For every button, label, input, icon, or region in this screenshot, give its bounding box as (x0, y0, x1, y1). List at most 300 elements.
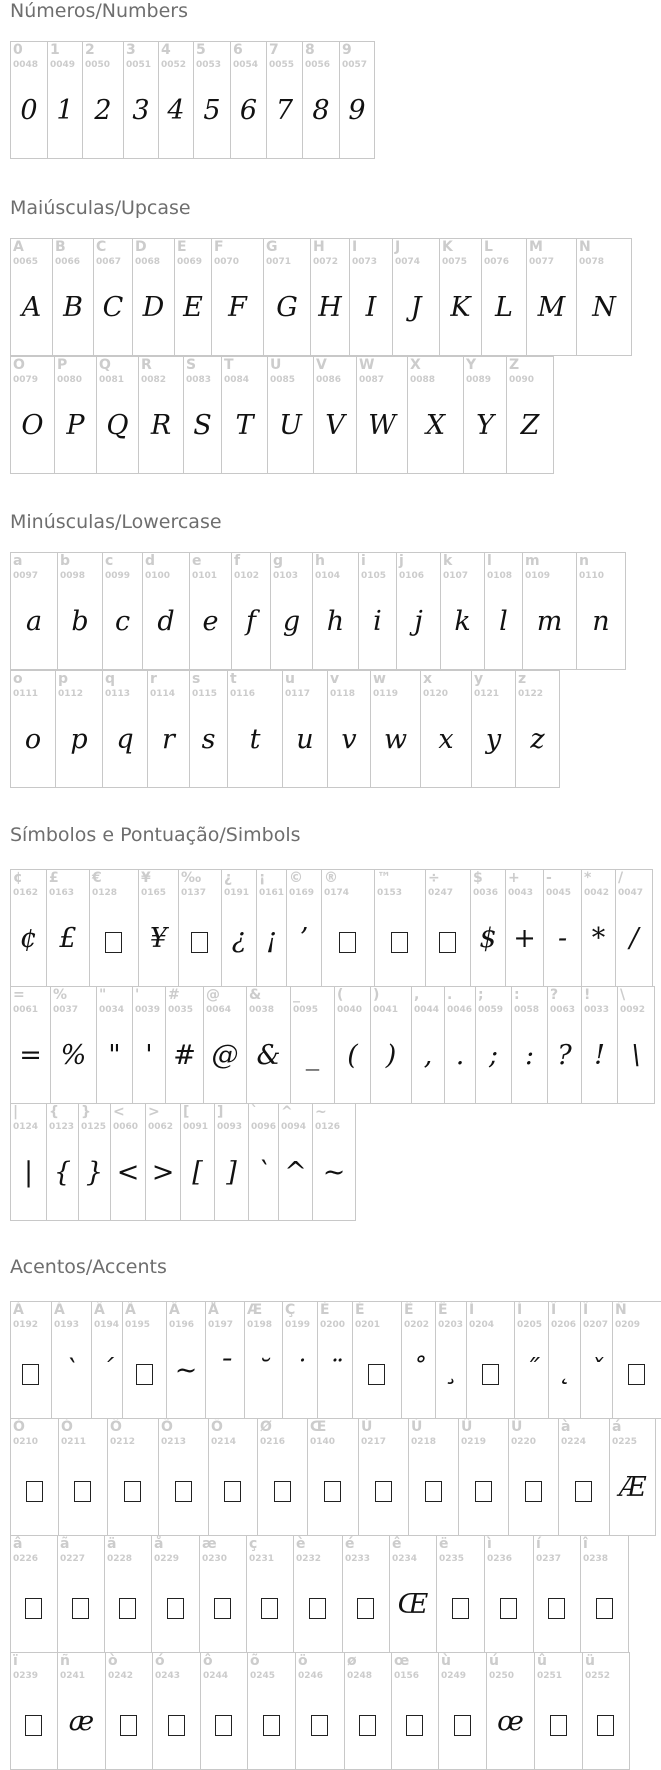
character-label: { (49, 1104, 59, 1120)
glyph-cell (10, 869, 47, 987)
glyph-preview: Œ (397, 1589, 429, 1620)
glyph-preview: T (235, 410, 254, 441)
glyph-cell (612, 1301, 661, 1419)
character-code: 0233 (345, 1554, 371, 1564)
glyph-preview: ¡ (266, 923, 277, 954)
character-code: 0036 (473, 888, 499, 898)
glyph-preview: R (150, 410, 172, 441)
character-label: Ô (110, 1419, 122, 1435)
character-label: F (214, 239, 224, 255)
character-label: h (315, 553, 325, 569)
glyph-preview: œ (497, 1706, 524, 1737)
glyph-preview: L (495, 292, 513, 323)
character-code: 0156 (394, 1671, 420, 1681)
glyph-preview: G (276, 292, 298, 323)
character-label: b (60, 553, 71, 569)
glyph-cell (514, 1301, 549, 1419)
character-label: Ë (438, 1302, 448, 1318)
glyph-cell (145, 1103, 181, 1221)
character-label: £ (49, 870, 59, 886)
glyph-preview: X (425, 410, 446, 441)
character-label: ¥ (141, 870, 151, 886)
character-code: 0123 (49, 1122, 75, 1132)
character-code: 0234 (392, 1554, 418, 1564)
character-label: ü (585, 1653, 595, 1669)
character-label: L (484, 239, 493, 255)
character-code: 0094 (281, 1122, 307, 1132)
glyph-preview: 4 (167, 95, 185, 126)
character-code: 0044 (414, 1005, 440, 1015)
character-label: ñ (60, 1653, 70, 1669)
glyph-preview: ` (64, 1355, 79, 1386)
missing-glyph-box (119, 1598, 136, 1619)
character-label: ; (478, 987, 484, 1003)
missing-glyph-box (261, 1598, 278, 1619)
character-code: 0081 (99, 375, 125, 385)
glyph-preview: ¿ (231, 923, 247, 954)
glyph-preview: ˙ (293, 1355, 307, 1386)
character-label: ã (60, 1536, 70, 1552)
character-label: t (230, 671, 237, 687)
missing-glyph-box (525, 1481, 542, 1502)
glyph-preview: / (629, 923, 639, 954)
glyph-cell (55, 670, 103, 788)
glyph-preview: U (279, 410, 302, 441)
glyph-cell (105, 1652, 153, 1770)
character-label: à (561, 1419, 571, 1435)
glyph-cell (231, 552, 271, 670)
character-code: 0200 (320, 1320, 346, 1330)
glyph-cell (295, 1652, 345, 1770)
character-label: B (55, 239, 66, 255)
character-code: 0128 (92, 888, 118, 898)
missing-glyph-box (105, 932, 122, 953)
character-label: o (13, 671, 23, 687)
glyph-cell (580, 1301, 613, 1419)
character-label: Á (54, 1302, 65, 1318)
glyph-cell (307, 1418, 359, 1536)
missing-glyph-box (324, 1481, 341, 1502)
glyph-cell (214, 1103, 249, 1221)
missing-glyph-box (22, 1364, 39, 1385)
glyph-cell (282, 670, 328, 788)
character-code: 0214 (211, 1437, 237, 1447)
glyph-preview: & (256, 1040, 281, 1071)
character-code: 0106 (399, 571, 425, 581)
glyph-cell (471, 670, 516, 788)
glyph-cell (199, 1535, 247, 1653)
character-code: 0225 (612, 1437, 638, 1447)
glyph-preview: a (25, 606, 43, 637)
glyph-preview: > (151, 1157, 175, 1188)
glyph-cell (312, 552, 359, 670)
character-code: 0080 (57, 375, 83, 385)
character-label: H (313, 239, 325, 255)
character-code: 0063 (550, 1005, 576, 1015)
character-label: | (13, 1104, 19, 1120)
glyph-cell (411, 986, 445, 1104)
glyph-cell (104, 1535, 152, 1653)
missing-glyph-box (596, 1598, 613, 1619)
glyph-preview: i (373, 606, 382, 637)
glyph-cell (51, 1301, 92, 1419)
character-label: C (96, 239, 107, 255)
glyph-cell (439, 238, 482, 356)
character-label: Â (94, 1302, 105, 1318)
character-label: Y (466, 357, 477, 373)
character-label: k (443, 553, 453, 569)
glyph-preview: m (536, 606, 563, 637)
character-code: 0035 (168, 1005, 194, 1015)
character-label: Ì (469, 1302, 475, 1318)
missing-glyph-box (168, 1715, 185, 1736)
glyph-cell (10, 670, 56, 788)
character-code: 0219 (461, 1437, 487, 1447)
glyph-cell (132, 238, 175, 356)
character-label: p (58, 671, 69, 687)
glyph-preview: E (183, 292, 203, 323)
character-label: # (168, 987, 180, 1003)
missing-glyph-box (425, 1481, 442, 1502)
glyph-cell (244, 1301, 283, 1419)
missing-glyph-box (175, 1481, 192, 1502)
glyph-preview: g (282, 606, 301, 637)
glyph-cell (344, 1652, 392, 1770)
glyph-cell (396, 552, 441, 670)
glyph-preview: 9 (348, 95, 366, 126)
missing-glyph-box (454, 1715, 471, 1736)
character-label: ç (249, 1536, 258, 1552)
glyph-preview: ] (226, 1157, 237, 1188)
character-code: 0113 (105, 689, 131, 699)
glyph-cell (339, 41, 375, 159)
glyph-preview: 5 (203, 95, 221, 126)
character-label: } (81, 1104, 91, 1120)
character-code: 0217 (361, 1437, 387, 1447)
character-label: = (13, 987, 25, 1003)
glyph-preview: ¨ (328, 1355, 342, 1386)
glyph-cell (263, 238, 311, 356)
character-label: ( (337, 987, 344, 1003)
character-code: 0244 (203, 1671, 229, 1681)
character-label: ä (107, 1536, 117, 1552)
glyph-cell (533, 1535, 581, 1653)
glyph-cell (349, 238, 393, 356)
glyph-preview: H (318, 292, 342, 323)
character-code: 0202 (404, 1320, 430, 1330)
glyph-preview: 2 (94, 95, 112, 126)
glyph-cell (506, 356, 554, 474)
glyph-cell (580, 1535, 629, 1653)
character-code: 0068 (135, 257, 161, 267)
character-label: æ (202, 1536, 217, 1552)
glyph-preview: * (591, 923, 606, 954)
character-label: Æ (247, 1302, 263, 1318)
character-label: * (584, 870, 592, 886)
character-label: ï (13, 1653, 18, 1669)
character-code: 0210 (13, 1437, 39, 1447)
glyph-cell (138, 356, 184, 474)
glyph-cell (358, 552, 397, 670)
character-label: 4 (161, 42, 171, 58)
glyph-cell (515, 670, 560, 788)
character-label: U (270, 357, 282, 373)
character-code: 0078 (579, 257, 605, 267)
missing-glyph-box (124, 1481, 141, 1502)
character-label: ê (392, 1536, 402, 1552)
character-label: x (423, 671, 433, 687)
character-label: ? (550, 987, 559, 1003)
glyph-preview: [ (192, 1157, 203, 1188)
missing-glyph-box (391, 932, 408, 953)
glyph-cell (475, 986, 512, 1104)
character-label: u (285, 671, 295, 687)
character-code: 0074 (395, 257, 421, 267)
character-code: 0064 (206, 1005, 232, 1015)
glyph-cell (389, 1535, 437, 1653)
glyph-cell (208, 1418, 258, 1536)
character-label: ö (298, 1653, 308, 1669)
missing-glyph-box (263, 1715, 280, 1736)
character-code: 0069 (177, 257, 203, 267)
character-label: g (273, 553, 284, 569)
glyph-cell (374, 869, 426, 987)
character-label: ô (203, 1653, 213, 1669)
missing-glyph-box (359, 1715, 376, 1736)
glyph-cell (221, 869, 257, 987)
character-code: 0042 (584, 888, 610, 898)
character-code: 0079 (13, 375, 39, 385)
character-code: 0100 (145, 571, 171, 581)
missing-glyph-box (136, 1364, 153, 1385)
glyph-cell (543, 869, 582, 987)
glyph-preview: ¯ (218, 1355, 232, 1386)
glyph-cell (10, 41, 48, 159)
character-label: n (579, 553, 589, 569)
glyph-cell (147, 670, 190, 788)
character-code: 0224 (561, 1437, 587, 1447)
glyph-preview: ) (385, 1040, 397, 1071)
character-code: 0077 (529, 257, 555, 267)
glyph-preview: ' (145, 1040, 153, 1071)
character-code: 0089 (466, 375, 492, 385)
glyph-cell (102, 552, 143, 670)
missing-glyph-box (500, 1598, 517, 1619)
character-label: û (537, 1653, 547, 1669)
character-code: 0086 (316, 375, 342, 385)
character-code: 0153 (377, 888, 403, 898)
glyph-preview: k (454, 606, 471, 637)
section-title-simbolos-e-pontuacao-simbols: Símbolos e Pontuação/Simbols (10, 824, 301, 846)
section-title-numeros-numbers: Números/Numbers (10, 0, 188, 22)
character-label: ì (487, 1536, 492, 1552)
character-label: Û (461, 1419, 473, 1435)
character-code: 0211 (61, 1437, 87, 1447)
glyph-preview: ~ (174, 1355, 198, 1386)
missing-glyph-box (311, 1715, 328, 1736)
character-code: 0199 (285, 1320, 311, 1330)
glyph-cell (312, 1103, 356, 1221)
character-label: ~ (315, 1104, 327, 1120)
character-code: 0121 (474, 689, 500, 699)
character-code: 0209 (615, 1320, 641, 1330)
character-label: y (474, 671, 484, 687)
character-code: 0085 (270, 375, 296, 385)
character-code: 0111 (13, 689, 39, 699)
character-label: J (395, 239, 401, 255)
missing-glyph-box (439, 932, 456, 953)
character-label: K (442, 239, 453, 255)
character-code: 0242 (108, 1671, 134, 1681)
glyph-cell (615, 869, 653, 987)
character-label: w (373, 671, 386, 687)
character-label: 8 (305, 42, 315, 58)
glyph-preview: O (21, 410, 44, 441)
glyph-preview: I (365, 292, 377, 323)
glyph-cell (317, 1301, 353, 1419)
glyph-cell (407, 356, 464, 474)
glyph-preview: 1 (56, 95, 74, 126)
character-label: i (361, 553, 366, 569)
character-code: 0116 (230, 689, 256, 699)
glyph-cell (227, 670, 283, 788)
glyph-cell (54, 356, 97, 474)
character-label: ù (441, 1653, 451, 1669)
character-label: ® (324, 870, 338, 886)
character-label: s (192, 671, 201, 687)
character-code: 0034 (99, 1005, 125, 1015)
glyph-preview: f (246, 606, 256, 637)
section-title-acentos-accents: Acentos/Accents (10, 1256, 167, 1278)
character-code: 0196 (169, 1320, 195, 1330)
character-label: l (487, 553, 492, 569)
glyph-cell (50, 986, 97, 1104)
character-code: 0252 (585, 1671, 611, 1681)
character-code: 0192 (13, 1320, 39, 1330)
glyph-cell (581, 986, 618, 1104)
character-code: 0122 (518, 689, 544, 699)
character-code: 0047 (618, 888, 644, 898)
character-label: e (192, 553, 202, 569)
missing-glyph-box (309, 1598, 326, 1619)
glyph-cell (463, 356, 507, 474)
character-label: _ (293, 987, 300, 1003)
glyph-cell (10, 356, 55, 474)
character-code: 0137 (181, 888, 207, 898)
character-label: T (224, 357, 234, 373)
missing-glyph-box (452, 1598, 469, 1619)
character-code: 0193 (54, 1320, 80, 1330)
glyph-cell (230, 41, 267, 159)
glyph-cell (10, 986, 51, 1104)
glyph-cell (257, 1418, 308, 1536)
character-code: 0245 (250, 1671, 276, 1681)
character-code: 0060 (113, 1122, 139, 1132)
character-label: Ó (61, 1419, 73, 1435)
glyph-cell (342, 1535, 390, 1653)
glyph-preview: r (162, 724, 175, 755)
character-code: 0040 (337, 1005, 363, 1015)
character-code: 0109 (525, 571, 551, 581)
glyph-cell (183, 356, 222, 474)
character-label: O (13, 357, 25, 373)
character-code: 0075 (442, 257, 468, 267)
character-code: 0072 (313, 257, 339, 267)
glyph-preview: , (423, 1040, 433, 1071)
glyph-preview: ( (347, 1040, 358, 1071)
glyph-cell (205, 1301, 245, 1419)
character-label: ‰ (181, 870, 202, 886)
missing-glyph-box (548, 1598, 565, 1619)
glyph-cell (511, 986, 548, 1104)
character-code: 0251 (537, 1671, 563, 1681)
glyph-cell (436, 1535, 485, 1653)
character-code: 0198 (247, 1320, 273, 1330)
character-label: f (234, 553, 241, 569)
glyph-preview: A (21, 292, 42, 323)
character-code: 0105 (361, 571, 387, 581)
glyph-preview: n (592, 606, 610, 637)
character-code: 0103 (273, 571, 299, 581)
glyph-cell (158, 1418, 209, 1536)
character-code: 0226 (13, 1554, 39, 1564)
character-code: 0165 (141, 888, 167, 898)
glyph-cell (138, 869, 179, 987)
character-code: 0067 (96, 257, 122, 267)
character-label: P (57, 357, 68, 373)
glyph-cell (166, 1301, 206, 1419)
character-code: 0053 (196, 60, 222, 70)
character-code: 0114 (150, 689, 176, 699)
glyph-cell (10, 1418, 59, 1536)
character-code: 0048 (13, 60, 39, 70)
character-code: 0056 (305, 60, 331, 70)
missing-glyph-box (74, 1481, 91, 1502)
missing-glyph-box (25, 1715, 42, 1736)
character-label: Ï (583, 1302, 589, 1318)
glyph-preview: e (202, 606, 219, 637)
character-label: S (186, 357, 197, 373)
character-label: : (514, 987, 520, 1003)
character-label: å (154, 1536, 164, 1552)
glyph-preview: x (438, 724, 454, 755)
character-label: Ñ (615, 1302, 627, 1318)
glyph-preview: $ (479, 923, 497, 954)
character-code: 0041 (373, 1005, 399, 1015)
character-code: 0055 (269, 60, 295, 70)
glyph-cell (534, 1652, 583, 1770)
missing-glyph-box (120, 1715, 137, 1736)
glyph-cell (57, 552, 103, 670)
glyph-cell (246, 1535, 294, 1653)
character-label: 2 (85, 42, 95, 58)
glyph-cell (484, 552, 523, 670)
character-label: m (525, 553, 540, 569)
glyph-cell (392, 238, 440, 356)
character-code: 0197 (208, 1320, 234, 1330)
glyph-preview: # (173, 1040, 196, 1071)
glyph-preview: - (557, 923, 568, 954)
character-label: Z (509, 357, 520, 373)
character-label: Ò (13, 1419, 25, 1435)
character-label: Ø (260, 1419, 272, 1435)
character-label: [ (183, 1104, 190, 1120)
character-label: a (13, 553, 23, 569)
character-code: 0204 (469, 1320, 495, 1330)
character-code: 0051 (126, 60, 152, 70)
glyph-preview: . (455, 1040, 465, 1071)
character-code: 0104 (315, 571, 341, 581)
